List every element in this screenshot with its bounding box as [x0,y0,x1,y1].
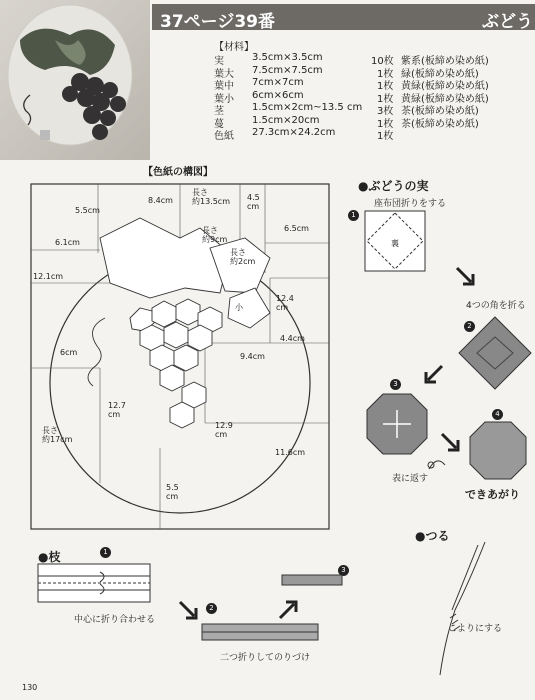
branch-step2-label: 二つ折りしてのりづけ [220,653,311,663]
material-paper: 紫系(板締め染め紙) [401,56,489,67]
dim-label: 長さ約17cm [42,426,73,444]
step-number: 3 [338,565,349,576]
arrow-icon [178,600,200,622]
step-number: 1 [348,210,359,221]
material-size: 1.5cm×2cm~13.5 cm [252,102,363,113]
fruit-step3-diagram [365,392,429,456]
material-size: 27.3cm×24.2cm [252,127,336,138]
dim-label: 12.9 cm [215,421,233,439]
material-row [214,127,534,140]
dim-label: 9.4cm [240,352,265,361]
material-size: 6cm×6cm [252,89,304,101]
arrow-icon [278,598,300,620]
material-paper: 黄緑(板締め染め紙) [401,93,489,105]
material-qty: 1枚 [377,81,394,92]
dim-label: 6.1cm [55,238,80,247]
material-row [214,77,534,90]
arrow-icon [440,432,462,454]
material-row [214,52,534,65]
dim-label: 長さ約2cm [230,248,256,266]
fruit-step4-label: できあがり [465,488,520,501]
materials-heading: 【材料】 [214,42,254,53]
material-qty: 1枚 [377,131,394,142]
page-number: 130 [22,683,38,692]
page-title-right: ぶどう [482,12,533,32]
dim-label: 4.5 cm [247,193,260,211]
title-bar [152,4,535,30]
step-number: 3 [390,379,401,390]
step-number: 2 [206,603,217,614]
dim-label: 12.7 cm [108,401,126,419]
step-number: 1 [100,547,111,558]
dim-label: 11.6cm [275,448,306,457]
branch-step3-diagram [280,570,344,590]
branch-step1-label: 中心に折り合わせる [74,615,156,625]
fruit-step1-label: 座布団折りをする [374,199,447,209]
dim-label: 長さ約9cm [202,226,228,244]
dim-label: 5.5cm [75,206,100,215]
dim-label: 8.4cm [148,196,173,205]
material-name: 蔓 [214,118,224,130]
material-qty: 1枚 [377,68,394,80]
material-name: 茎 [214,106,224,117]
material-paper: 茶(板締め染め紙) [401,118,479,130]
dim-label: 6cm [60,348,78,357]
material-qty: 1枚 [377,93,394,105]
material-name: 葉小 [214,93,234,105]
fruit-step2-diagram [455,315,535,391]
page-title: 37ページ39番 [160,12,275,32]
branch-heading: ●枝 [38,550,61,564]
branch-step2-diagram [200,620,322,644]
material-name: 葉中 [214,81,234,92]
fruit-step4-diagram [468,420,528,482]
grape-photo [0,0,150,160]
dim-label: 12.4 cm [276,294,294,312]
dim-label: 4.4cm [280,334,305,343]
material-size: 7cm×7cm [252,77,304,88]
fruit-step2-label: 4つの角を折る [466,301,526,311]
vine-heading: ●つる [415,529,450,543]
composition-diagram [30,183,330,531]
dim-label: 6.5cm [284,224,309,233]
material-paper: 緑(板締め染め紙) [401,68,479,80]
material-size: 1.5cm×20cm [252,114,320,126]
back-side-label: 裏 [391,239,399,248]
turn-over-icon [425,455,449,475]
material-name: 葉大 [214,68,234,80]
dim-label: 長さ約13.5cm [192,188,231,206]
material-row [214,90,534,103]
dim-label: 小 [235,303,243,312]
vine-diagram [430,540,503,680]
step-number: 2 [464,321,475,332]
arrow-icon [455,266,477,288]
composition-heading: 【色紙の構図】 [143,167,213,178]
fruit-step1-diagram [360,208,440,278]
material-name: 色紙 [214,131,234,142]
arrow-icon [422,364,444,386]
fruit-step3-label: 表に返す [392,474,429,484]
dim-label: 12.1cm [33,272,64,281]
material-paper: 黄緑(板締め染め紙) [401,81,489,92]
material-row [214,65,534,78]
material-qty: 1枚 [377,118,394,130]
material-row [214,102,534,115]
material-row [214,115,534,128]
materials-list [214,52,534,140]
material-size: 3.5cm×3.5cm [252,52,323,63]
material-size: 7.5cm×7.5cm [252,64,323,76]
vine-note: こよりにする [448,624,503,634]
material-qty: 3枚 [377,106,394,117]
material-name: 実 [214,56,224,67]
fruit-heading: ●ぶどうの実 [358,179,429,193]
step-number: 4 [492,409,503,420]
dim-label: 5.5 cm [166,483,179,501]
material-paper: 茶(板締め染め紙) [401,106,479,117]
material-qty: 10枚 [371,56,394,67]
branch-step1-diagram [34,560,154,608]
